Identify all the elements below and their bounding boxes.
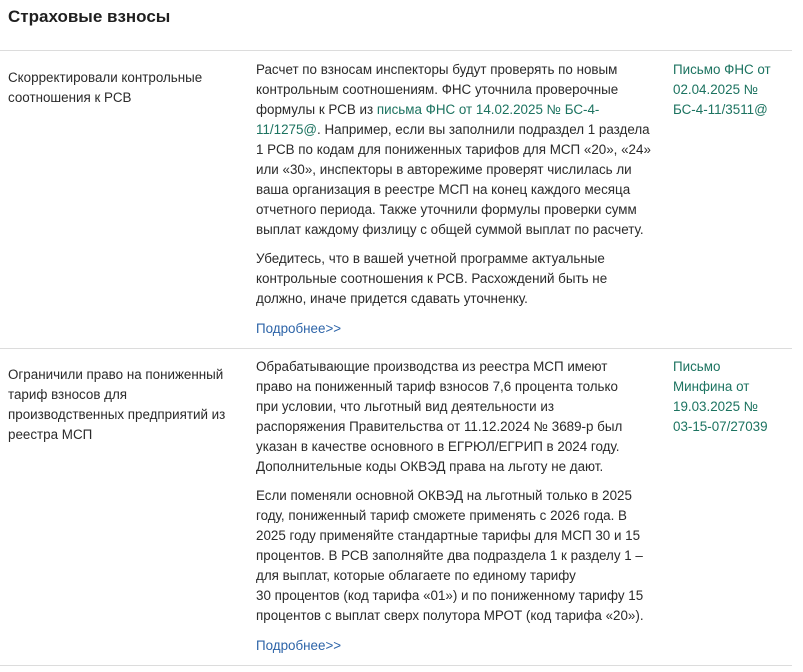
read-more-link[interactable]: Подробнее>> [256,638,342,653]
text-line: году, пониженный тариф сможете применять с 2026 года. В [256,508,627,523]
text-line: 1 РСВ по кодам для пониженных тарифов для МСП «20», «24» [256,142,651,157]
row-source-link[interactable] [673,60,785,120]
topic-line: Ограничили право на пониженный [8,367,224,382]
text-line: 11/1275@. Например, если вы заполнили подраздел 1 раздела [256,122,650,137]
text-line: для выплат, которые облагаете по единому тарифу [256,568,576,583]
topic-line: реестра МСП [8,427,93,442]
source-line[interactable]: 03-15-07/27039 [673,419,768,434]
text-line: при условии, что льготный вид деятельности из [256,399,554,414]
topic-line: производственных предприятий из [8,407,226,422]
description-paragraph [256,486,661,626]
source-line[interactable]: БС-4-11/3511@ [673,102,768,117]
topic-line: Скорректировали контрольные [8,70,203,85]
row-description [256,60,661,339]
text-line: Дополнительные коды ОКВЭД права на льготу не дают. [256,459,604,474]
topic-line: соотношения к РСВ [8,90,132,105]
text-line: процентов с выплат сверх полутора МРОТ (код тарифа «20»). [256,608,644,623]
read-more-link[interactable]: Подробнее>> [256,321,342,336]
text-line: ваша организация в реестре МСП на конец каждого месяца [256,182,631,197]
source-line[interactable]: Письмо ФНС от [673,62,771,77]
text-line: 2025 году применяйте стандартные тарифы для МСП 30 и 15 [256,528,641,543]
text-line: контрольным соотношениям. ФНС уточнила проверочные [256,82,619,97]
reference-link[interactable]: письма ФНС от 14.02.2025 № БС-4- [376,102,600,117]
divider [0,665,792,666]
row-description [256,357,661,656]
source-line[interactable]: 02.04.2025 № [673,82,759,97]
row-topic [8,365,244,445]
text-line: указан в качестве основного в ЕГРЮЛ/ЕГРИП в 2024 году. [256,439,620,454]
description-paragraph [256,357,661,477]
description-paragraph [256,60,661,240]
source-line[interactable]: Письмо [673,359,721,374]
divider [0,50,792,51]
reference-link[interactable]: 11/1275@ [256,122,318,137]
text-line: Убедитесь, что в вашей учетной программе актуальные [256,251,605,266]
divider [0,348,792,349]
row-topic [8,68,244,108]
text-line: Обрабатывающие производства из реестра МСП имеют [256,359,608,374]
text-line: право на пониженный тариф взносов 7,6 процента только [256,379,618,394]
text-line: контрольные соотношения к РСВ. Расхождений быть не [256,271,608,286]
source-line[interactable]: 19.03.2025 № [673,399,759,414]
description-paragraph [256,249,661,309]
row-source-link[interactable] [673,357,785,437]
text-line: распоряжения Правительства от 11.12.2024 № 3689-р был [256,419,623,434]
text-line: Расчет по взносам инспекторы будут проверять по новым [256,62,618,77]
topic-line: тариф взносов для [8,387,128,402]
section-title: Страховые взносы [8,7,171,26]
text-line: отчетного периода. Также уточнили формулы проверки сумм [256,202,637,217]
text-line: должно, иначе придется сдавать уточненку. [256,291,528,306]
text-line: 30 процентов (код тарифа «01») и по пониженному тарифу 15 [256,588,644,603]
text-line: процентов. В РСВ заполняйте два подраздела 1 к разделу 1 – [256,548,643,563]
text-line: выплат каждому физлицу с общей суммой выплат по расчету. [256,222,644,237]
text-line: или «30», инспекторы в авторежиме проверят числилась ли [256,162,632,177]
text-line: Если поменяли основной ОКВЭД на льготный только в 2025 [256,488,632,503]
source-line[interactable]: Минфина от [673,379,750,394]
text-line: формулы к РСВ из письма ФНС от 14.02.2025 № БС-4- [256,102,600,117]
